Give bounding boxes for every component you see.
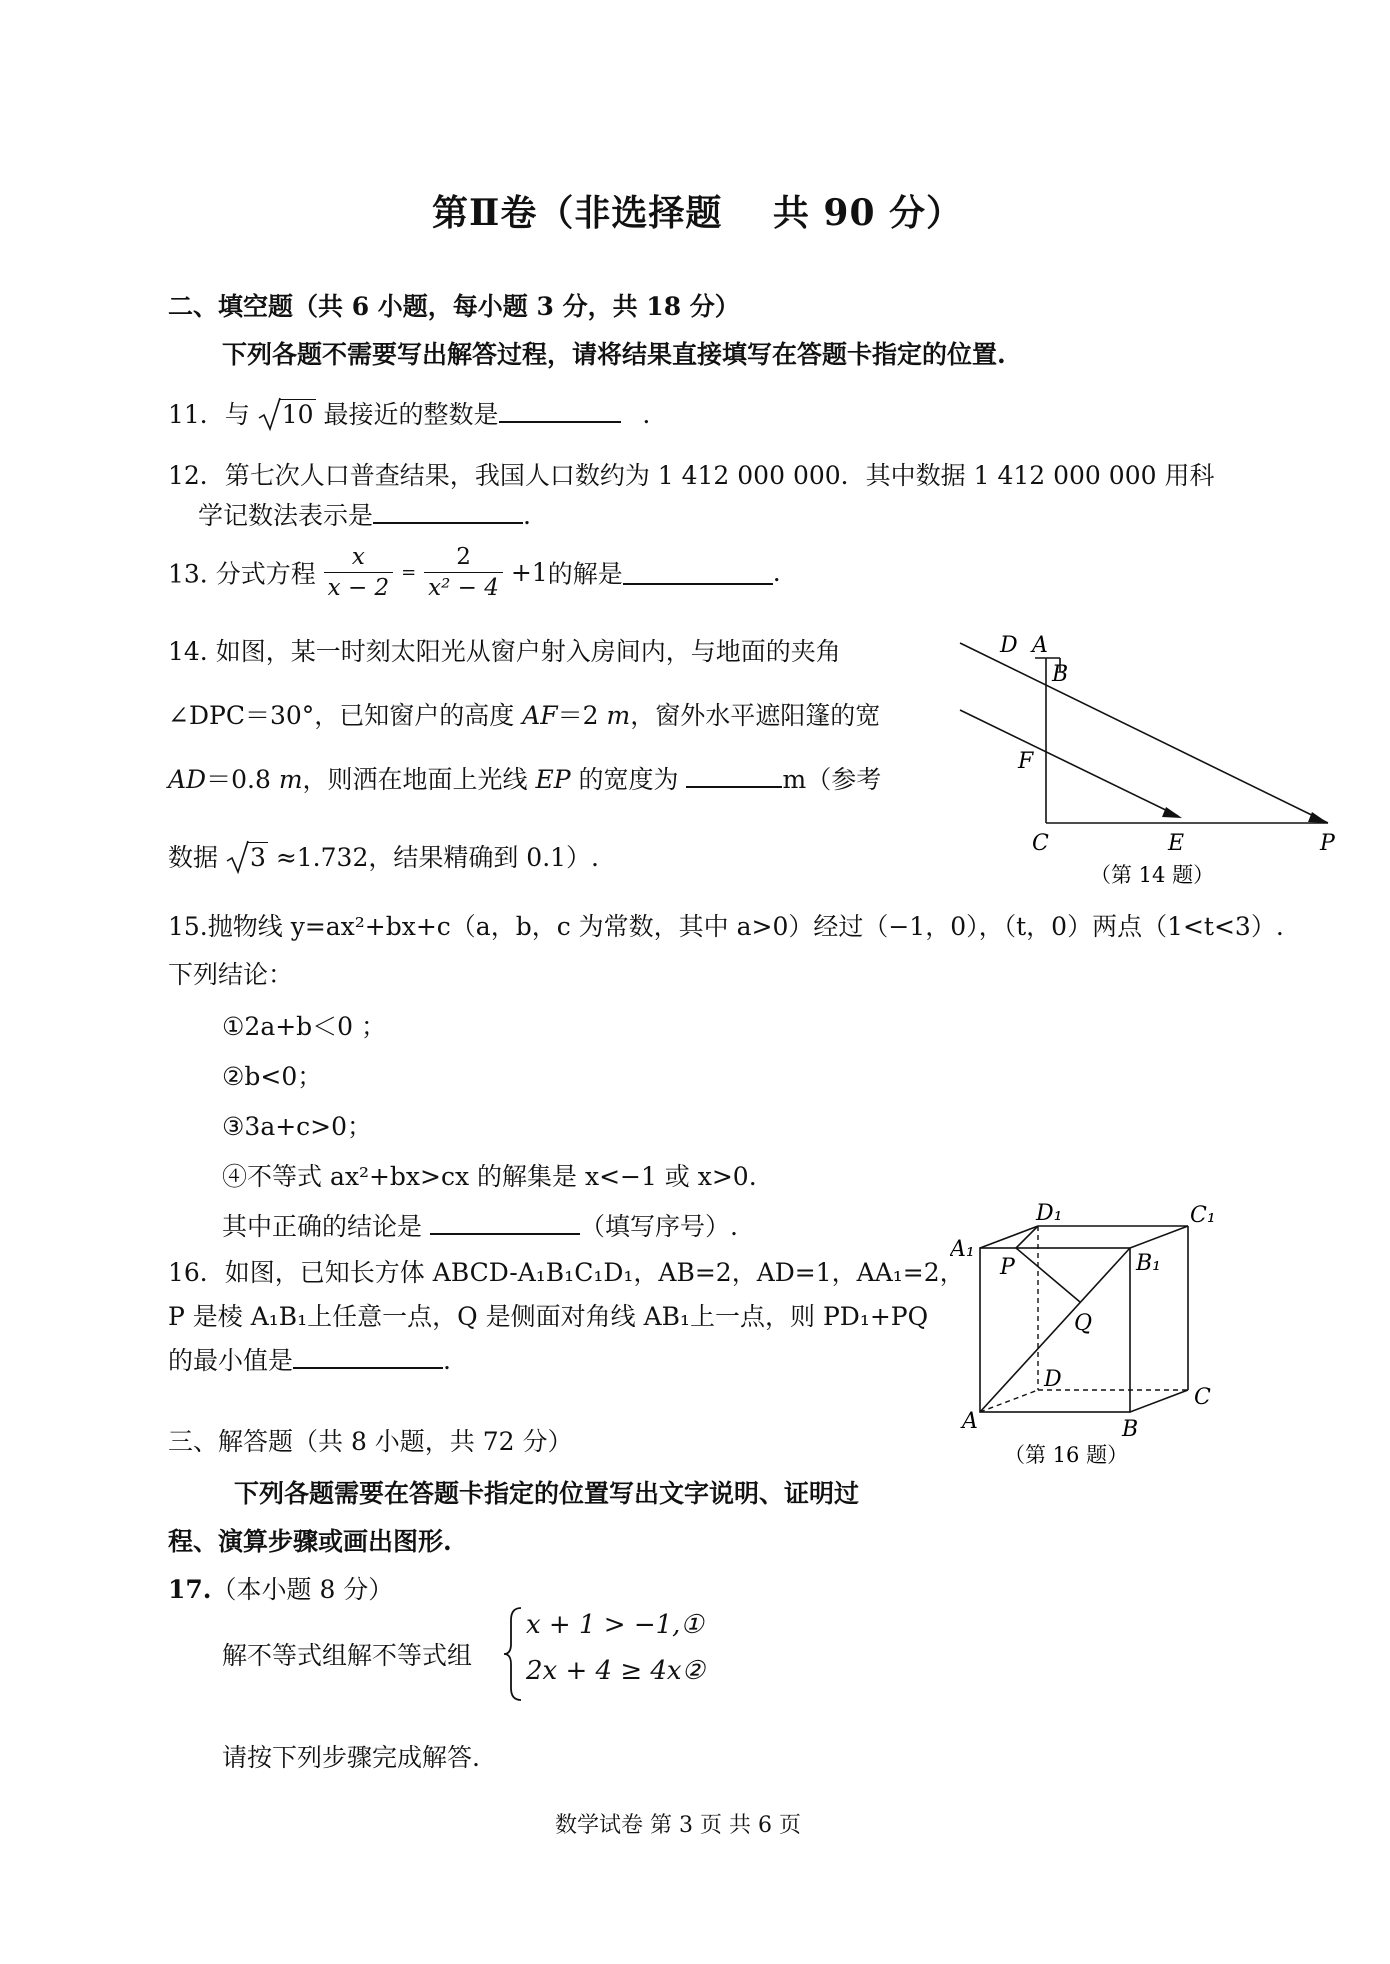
label-A1: A₁ — [950, 1237, 975, 1262]
question-16-line3: 的最小值是 . — [168, 1346, 451, 1375]
label-C1: C₁ — [1190, 1203, 1216, 1228]
answer-blank-15[interactable] — [430, 1211, 580, 1235]
page-footer: 数学试卷 第 3 页 共 6 页 — [555, 1813, 801, 1838]
label-B1: B₁ — [1136, 1251, 1161, 1276]
fraction-2-over-x2-minus-4: $\frac{2}{\text{x² − 4}}$ — [424, 542, 503, 603]
system-brace — [503, 1606, 523, 1702]
question-17-header: 17.（本小题 8 分） — [168, 1575, 394, 1604]
section-2-heading: 二、填空题（共 6 小题，每小题 3 分，共 18 分） — [168, 292, 740, 321]
figure-14-diagram — [950, 628, 1340, 888]
label-B: B — [1122, 1417, 1139, 1442]
question-16-line1: 16．如图，已知长方体 ABCD-A₁B₁C₁D₁，AB=2，AD=1，AA₁=2， — [168, 1258, 965, 1287]
section-3-instruction-1: 下列各题需要在答题卡指定的位置写出文字说明、证明过 — [234, 1479, 860, 1508]
label-E: E — [1168, 831, 1185, 856]
answer-blank-11[interactable] — [499, 399, 621, 423]
section-3-instruction-2: 程、演算步骤或画出图形. — [168, 1527, 452, 1556]
label-A: A — [962, 1409, 978, 1434]
answer-blank-14[interactable] — [686, 764, 782, 788]
question-15-line1: 15.抛物线 y=ax²+bx+c（a，b，c 为常数，其中 a>0）经过（−1，0），（t，0）两点（1<t<3）. — [168, 912, 1284, 941]
question-15-option2: ②b<0； — [222, 1062, 323, 1091]
figure-16-diagram — [950, 1202, 1230, 1472]
question-14-line4: 数据 3 ≈1.732，结果精确到 0.1）. — [168, 843, 599, 872]
label-F: F — [1018, 749, 1034, 774]
label-P: P — [1000, 1255, 1015, 1280]
sqrt-10: 10 — [258, 400, 316, 429]
question-12-line2: 学记数法表示是 . — [198, 501, 531, 530]
figure-14-caption: （第 14 题） — [1090, 863, 1215, 887]
answer-blank-12[interactable] — [373, 500, 523, 524]
question-14-line2: ∠DPC＝30°，已知窗户的高度 AF＝2 m，窗外水平遮阳篷的宽 — [168, 701, 881, 730]
question-13: 13. 分式方程 $\frac{x}{x - 2}$ = $\frac{2}{\text{x² − 4}}$ +1的解是 . — [168, 544, 781, 601]
question-11: 11．与 10 最接近的整数是 ． — [168, 400, 668, 429]
fraction-x-over-x-minus-2: $\frac{x}{x - 2}$ — [324, 542, 394, 603]
label-P: P — [1320, 831, 1335, 856]
label-Q: Q — [1074, 1311, 1093, 1336]
label-A: A — [1032, 633, 1048, 658]
section-3-heading: 三、解答题（共 8 小题，共 72 分） — [168, 1427, 573, 1456]
question-15-option1: ①2a+b＜0 ； — [222, 1012, 387, 1041]
question-15-answer-line: 其中正确的结论是 （填写序号）. — [222, 1212, 738, 1241]
question-17-prompt: 解不等式组解不等式组 — [222, 1641, 473, 1670]
label-C: C — [1032, 831, 1049, 856]
question-16-line2: P 是棱 A₁B₁上任意一点，Q 是侧面对角线 AB₁上一点，则 PD₁+PQ — [168, 1302, 929, 1331]
label-D: D — [1044, 1367, 1062, 1392]
question-14-line1: 14. 如图，某一时刻太阳光从窗户射入房间内，与地面的夹角 — [168, 637, 841, 666]
label-D: D — [1000, 633, 1018, 658]
label-B: B — [1052, 662, 1069, 687]
question-15-option3: ③3a+c>0； — [222, 1112, 373, 1141]
inequality-2: 2x + 4 ≥ 4x② — [526, 1656, 705, 1686]
question-14-line3: AD＝0.8 m，则洒在地面上光线 EP 的宽度为 m（参考 — [168, 765, 882, 794]
label-D1: D₁ — [1036, 1202, 1063, 1226]
answer-blank-13[interactable] — [623, 561, 773, 585]
question-15-option4: ④不等式 ax²+bx>cx 的解集是 x<−1 或 x>0. — [222, 1162, 757, 1191]
question-15-line2: 下列结论： — [168, 960, 294, 989]
inequality-1: x + 1 > −1,① — [526, 1610, 704, 1640]
sqrt-3: 3 — [226, 843, 268, 872]
question-12-line1: 12．第七次人口普查结果，我国人口数约为 1 412 000 000．其中数据 1 412 000 000 用科 — [168, 461, 1215, 490]
label-C: C — [1194, 1385, 1211, 1410]
question-17-steps: 请按下列步骤完成解答. — [222, 1743, 480, 1772]
section-2-instruction: 下列各题不需要写出解答过程，请将结果直接填写在答题卡指定的位置. — [222, 340, 1006, 369]
answer-blank-16[interactable] — [293, 1345, 443, 1369]
page-title: 第Ⅱ卷（非选择题 共 90 分） — [432, 192, 964, 234]
figure-16-caption: （第 16 题） — [1004, 1443, 1129, 1467]
